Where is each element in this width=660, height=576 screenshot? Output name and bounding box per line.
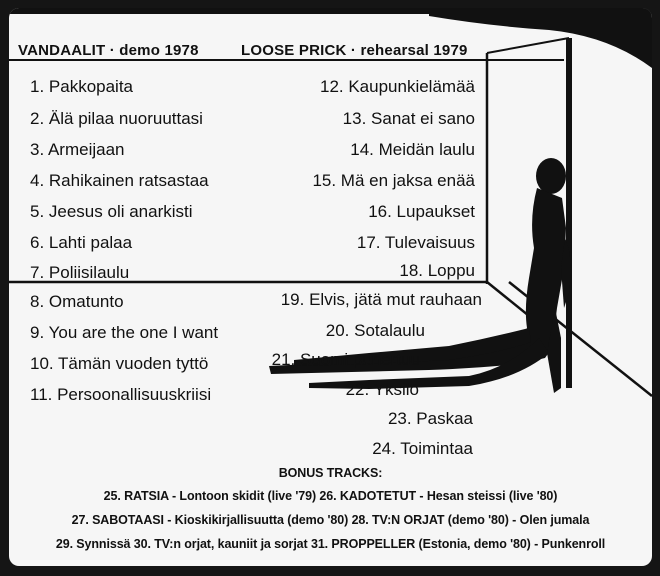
- track-14: 14. Meidän laulu: [350, 140, 475, 159]
- bonus-line-1: 25. RATSIA - Lontoon skidit (live '79) 26. KADOTETUT - Hesan steissi (live '80): [103, 489, 558, 503]
- track-23: 23. Paskaa: [387, 409, 473, 428]
- bonus-line-2: 27. SABOTAASI - Kioskikirjallisuutta (demo '80) 28. TV:N ORJAT (demo '80) - Olen jumala: [71, 513, 590, 527]
- track-3: 3. Armeijaan: [30, 140, 125, 159]
- track-1: 1. Pakkopaita: [30, 77, 134, 96]
- track-20: 20. Sotalaulu: [325, 321, 425, 340]
- track-6: 6. Lahti palaa: [30, 233, 133, 252]
- track-5: 5. Jeesus oli anarkisti: [30, 202, 193, 221]
- track-12: 12. Kaupunkielämää: [319, 77, 475, 96]
- track-19: 19. Elvis, jätä mut rauhaan: [280, 290, 482, 309]
- track-22: 22. Yksilö: [345, 380, 419, 399]
- track-4: 4. Rahikainen ratsastaa: [30, 171, 209, 190]
- bonus-line-3: 29. Synnissä 30. TV:n orjat, kauniit ja sorjat 31. PROPPELLER (Estonia, demo '80) - Punkenroll: [55, 537, 606, 551]
- track-9: 9. You are the one I want: [30, 323, 219, 342]
- track-15: 15. Mä en jaksa enää: [312, 171, 475, 190]
- track-16: 16. Lupaukset: [368, 202, 475, 221]
- track-7: 7. Poliisilaulu: [30, 263, 130, 282]
- track-18: 18. Loppu: [399, 261, 475, 280]
- track-10: 10. Tämän vuoden tyttö: [30, 354, 209, 373]
- track-8: 8. Omatunto: [30, 292, 124, 311]
- right-wall-top-line: [487, 38, 569, 53]
- track-2: 2. Älä pilaa nuoruuttasi: [30, 109, 203, 128]
- header-vandaalit: VANDAALIT · demo 1978: [18, 42, 199, 59]
- track-21: 21. Suomi punertuu: [271, 350, 420, 369]
- back-cover-insert: [9, 8, 652, 566]
- track-17: 17. Tulevaisuus: [356, 233, 475, 252]
- track-24: 24. Toimintaa: [372, 439, 473, 458]
- bonus-heading: BONUS TRACKS:: [278, 466, 383, 480]
- top-edge: [9, 8, 652, 14]
- header-loose-prick: LOOSE PRICK · rehearsal 1979: [241, 42, 468, 59]
- track-13: 13. Sanat ei sano: [342, 109, 475, 128]
- track-11: 11. Persoonallisuuskriisi: [30, 385, 212, 404]
